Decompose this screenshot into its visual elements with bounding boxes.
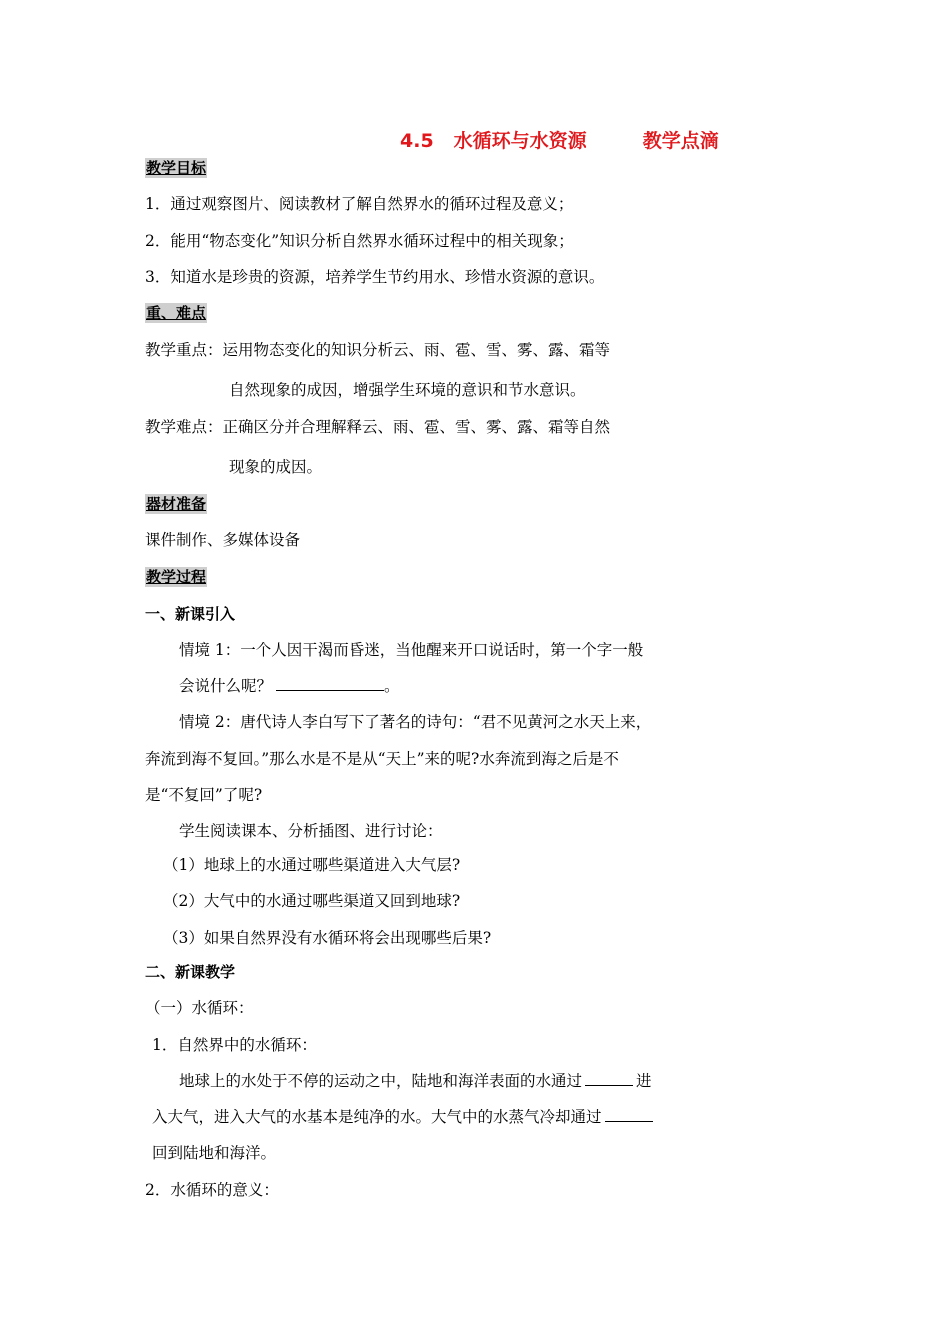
scene-line: 会说什么呢？ 。 — [179, 677, 400, 695]
item-label: 1．自然界中的水循环： — [152, 1036, 317, 1054]
page-title — [400, 126, 719, 153]
difficulty-line: 教学难点：正确区分并合理解释云、雨、雹、雪、雾、露、霜等自然 — [145, 418, 611, 436]
question-item: （3）如果自然界没有水循环将会出现哪些后果? — [163, 929, 492, 947]
key-point-line: 教学重点：运用物态变化的知识分析云、雨、雹、雪、雾、露、霜等 — [145, 341, 611, 359]
answer-blank — [605, 1107, 653, 1122]
question-item: （1）地球上的水通过哪些渠道进入大气层? — [163, 856, 461, 874]
paragraph-line: 入大气，进入大气的水基本是纯净的水。大气中的水蒸气冷却通过 — [152, 1107, 653, 1127]
question-item: （2）大气中的水通过哪些渠道又回到地球? — [163, 892, 461, 910]
key-point-line: 自然现象的成因，增强学生环境的意识和节水意识。 — [229, 381, 586, 399]
difficulty-line: 现象的成因。 — [229, 458, 323, 476]
item-label: 2．水循环的意义： — [145, 1181, 279, 1199]
scene-line: 是“不复回”了呢? — [145, 786, 263, 804]
scene-line: 情境 2：唐代诗人李白写下了著名的诗句：“君不见黄河之水天上来， — [179, 713, 652, 731]
scene-line: 情境 1：一个人因干渴而昏迷，当他醒来开口说话时，第一个字一般 — [179, 641, 644, 659]
answer-blank — [585, 1071, 633, 1086]
paragraph-line: 地球上的水处于不停的运动之中，陆地和海洋表面的水通过 进 — [179, 1072, 652, 1090]
paragraph-line: 回到陆地和海洋。 — [152, 1144, 277, 1162]
materials-text: 课件制作、多媒体设备 — [145, 531, 301, 549]
subheading-teaching: 二、新课教学 — [145, 963, 236, 981]
section-label: （一）水循环： — [145, 999, 254, 1017]
heading-keypoints: 重、难点 — [146, 304, 207, 322]
lesson-suffix: 教学点滴 — [642, 130, 719, 152]
objective-item: 3．知道水是珍贵的资源，培养学生节约用水、珍惜水资源的意识。 — [145, 268, 605, 286]
heading-objectives: 教学目标 — [146, 159, 207, 177]
discussion-intro: 学生阅读课本、分析插图、进行讨论： — [179, 822, 443, 840]
scene-line: 奔流到海不复回。”那么水是不是从“天上”来的呢?水奔流到海之后是不 — [145, 750, 619, 768]
heading-process: 教学过程 — [146, 568, 207, 586]
answer-blank — [276, 676, 384, 691]
lesson-number: 4.5 — [400, 130, 434, 152]
subheading-intro: 一、新课引入 — [145, 605, 236, 623]
objective-item: 1．通过观察图片、阅读教材了解自然界水的循环过程及意义； — [145, 195, 574, 213]
objective-item: 2．能用“物态变化”知识分析自然界水循环过程中的相关现象； — [145, 232, 574, 250]
heading-materials: 器材准备 — [146, 495, 207, 513]
lesson-name: 水循环与水资源 — [453, 130, 587, 152]
